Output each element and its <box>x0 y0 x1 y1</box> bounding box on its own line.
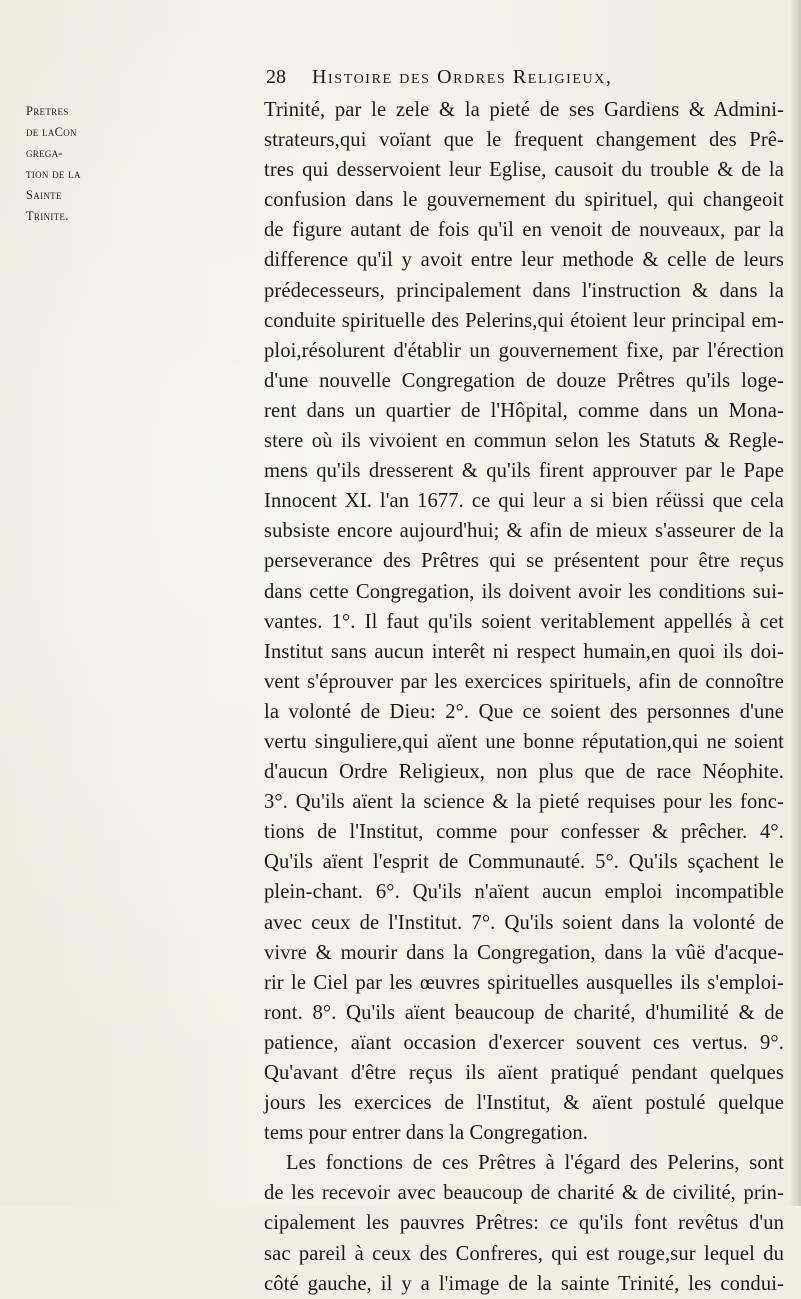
text-line: vivre & mourir dans la Congregation, dans la vûë d'acque- <box>264 941 784 964</box>
text-line: plein-chant. 6°. Qu'ils n'aïent aucun emploi incompatible <box>264 881 784 904</box>
text-line: vantes. 1°. Il faut qu'ils soient veritablement appellés à cet <box>264 610 784 633</box>
margin-note-line: grega- <box>26 146 63 160</box>
text-line: de les recevoir avec beaucoup de charité & de civilité, prin- <box>264 1182 784 1205</box>
margin-note-line: tion de la <box>26 167 81 181</box>
margin-note-line: de laCon <box>26 125 77 139</box>
page-number: 28 <box>266 66 286 88</box>
text-line: cipalement les pauvres Prêtres: ce qu'ils font revêtus d'un <box>264 1212 784 1235</box>
page-header <box>266 66 766 90</box>
text-line: ploi,résolurent d'établir un gouvernement fixe, par l'érection <box>264 339 784 362</box>
margin-note-line: Trinite. <box>26 209 69 223</box>
text-line: vertu singuliere,qui aïent une bonne réputation,qui ne soient <box>264 730 784 753</box>
text-line: jours les exercices de l'Institut, & aïent postulé quelque <box>264 1092 784 1115</box>
text-line: stere où ils vivoient en commun selon les Statuts & Regle- <box>264 430 784 453</box>
text-line: de figure autant de fois qu'il en venoit de nouveaux, par la <box>264 219 784 242</box>
page-edge <box>789 0 801 1206</box>
text-line: tems pour entrer dans la Congregation. <box>264 1122 589 1145</box>
text-line: Institut sans aucun interêt ni respect humain,en quoi ils doi- <box>264 640 784 663</box>
text-line: 3°. Qu'ils aïent la science & la pieté requises pour les fonc- <box>264 791 784 814</box>
running-title: Histoire des Ordres Religieux, <box>312 66 613 88</box>
text-line: patience, aïant occasion d'exercer souvent ces vertus. 9°. <box>264 1031 784 1054</box>
text-line: perseverance des Prêtres qui se présentent pour être reçus <box>264 550 784 573</box>
margin-note-line: Sainte <box>26 188 62 202</box>
text-line: Innocent XI. l'an 1677. ce qui leur a si bien réüssi que cela <box>264 490 784 513</box>
text-line: tions de l'Institut, comme pour confesser & prêcher. 4°. <box>264 821 784 844</box>
text-line: Les fonctions de ces Prêtres à l'égard des Pelerins, sont <box>286 1152 784 1175</box>
text-line: Trinité, par le zele & la pieté de ses Gardiens & Admini- <box>264 99 784 121</box>
text-line: sac pareil à ceux des Confreres, qui est rouge,sur lequel du <box>264 1242 784 1265</box>
text-line: Qu'avant d'être reçus ils aïent pratiqué pendant quelques <box>264 1062 784 1084</box>
text-line: conduite spirituelle des Pelerins,qui étoient leur principal em- <box>264 309 784 332</box>
text-line: dans cette Congregation, ils doivent avoir les conditions sui- <box>264 580 784 603</box>
text-line: confusion dans le gouvernement du spirituel, qui changeoit <box>264 189 784 212</box>
text-line: mens qu'ils dresserent & qu'ils firent approuver par le Pape <box>264 460 784 483</box>
text-line: tres qui desservoient leur Eglise, causoit du trouble & de la <box>264 159 784 182</box>
text-line: d'aucun Ordre Religieux, non plus que de race Néophite. <box>264 761 784 784</box>
text-line: subsiste encore aujourd'hui; & afin de mieux s'asseurer de la <box>264 520 784 543</box>
text-line: côté gauche, il y a l'image de la sainte Trinité, les condui- <box>264 1272 784 1295</box>
text-line: vent s'éprouver par les exercices spirituels, afin de connoître <box>264 670 784 693</box>
text-line: d'une nouvelle Congregation de douze Prêtres qu'ils loge- <box>264 369 784 392</box>
margin-note-line: Pretres <box>26 104 69 118</box>
body-text <box>264 95 784 1299</box>
text-line: difference qu'il y avoit entre leur methode & celle de leurs <box>264 249 784 272</box>
text-line: rir le Ciel par les œuvres spirituelles ausquelles ils s'emploi- <box>264 971 784 994</box>
text-line: strateurs,qui voïant que le frequent changement des Prê- <box>264 129 784 152</box>
text-line: avec ceux de l'Institut. 7°. Qu'ils soient dans la volonté de <box>264 911 784 934</box>
text-line: Qu'ils aïent l'esprit de Communauté. 5°. Qu'ils sçachent le <box>264 851 784 874</box>
text-line: la volonté de Dieu: 2°. Que ce soient des personnes d'une <box>264 700 784 723</box>
margin-note <box>26 101 98 227</box>
text-line: ront. 8°. Qu'ils aïent beaucoup de charité, d'humilité & de <box>264 1001 784 1024</box>
text-line: rent dans un quartier de l'Hôpital, comme dans un Mona- <box>264 399 784 422</box>
text-line: prédecesseurs, principalement dans l'instruction & dans la <box>264 279 784 302</box>
